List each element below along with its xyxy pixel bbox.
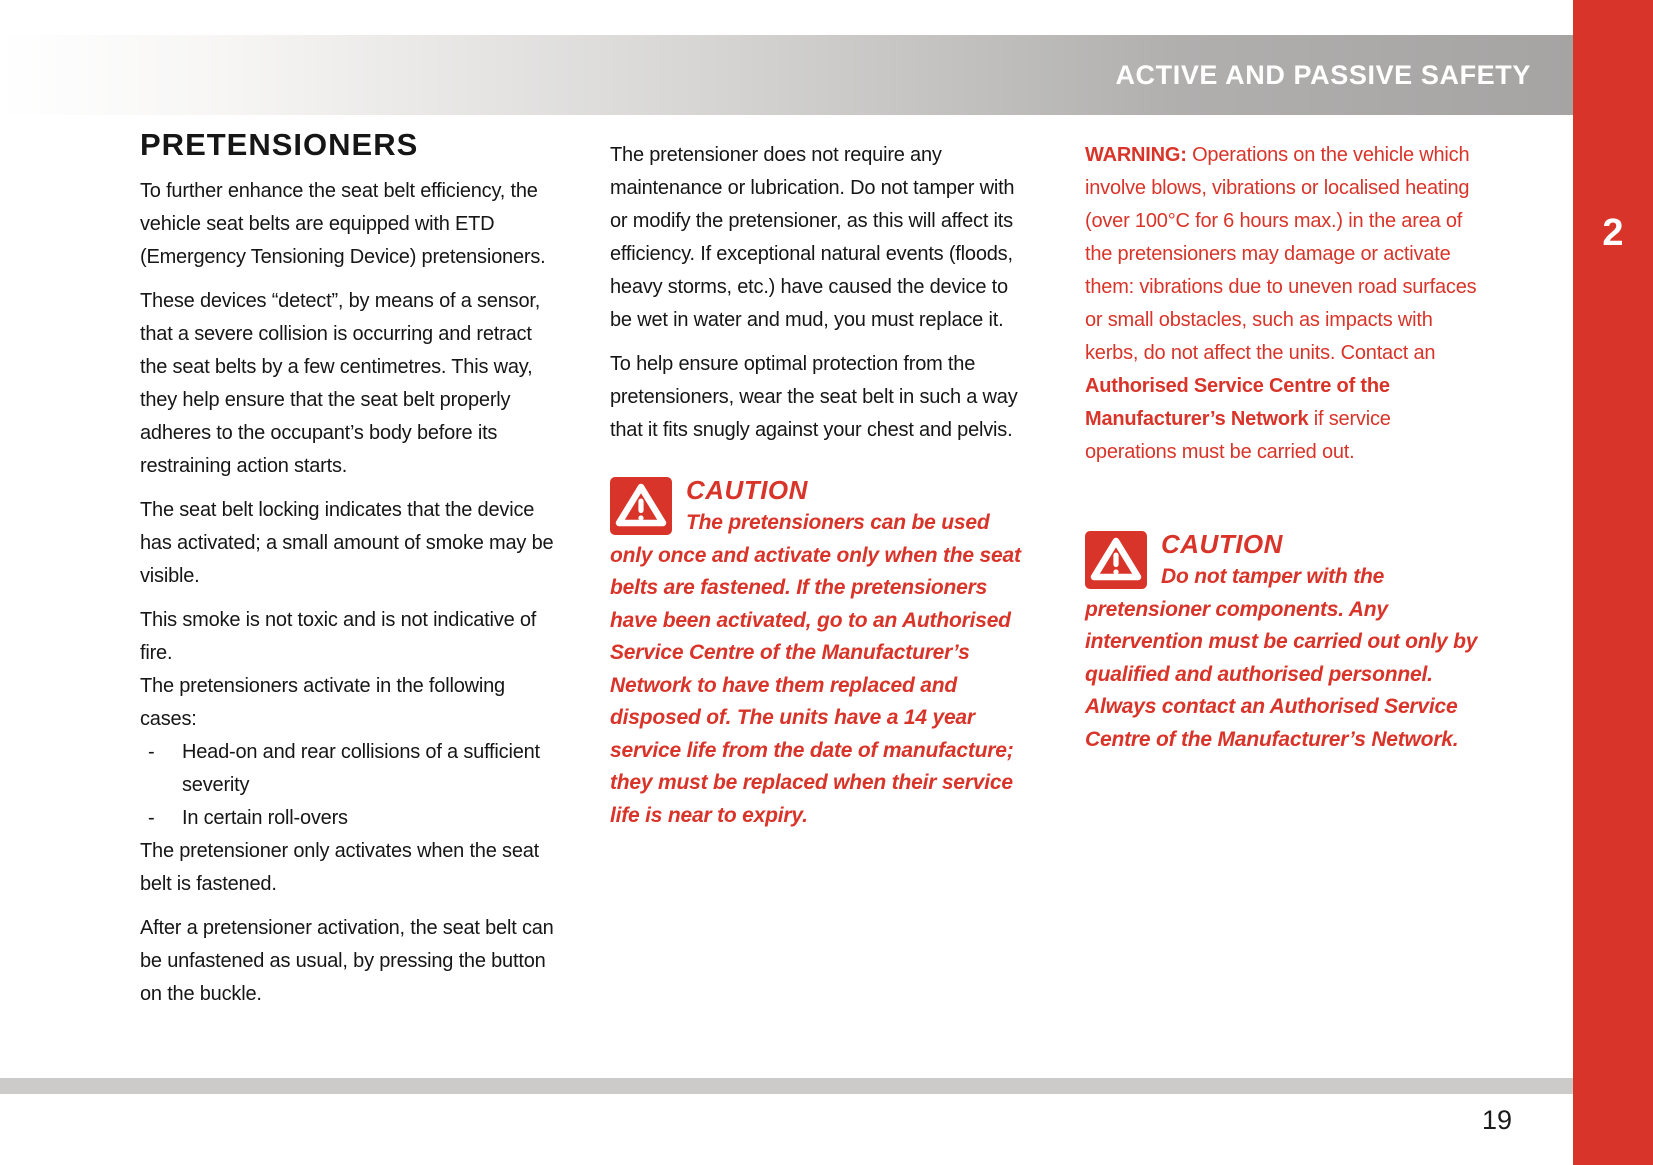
chapter-number: 2 — [1602, 212, 1624, 254]
bullet-marker: - — [148, 741, 155, 763]
warning-text: if service operations must be carried out. — [1085, 408, 1391, 463]
caution-block — [610, 473, 1032, 832]
column-left — [140, 115, 562, 1011]
paragraph: After a pretensioner activation, the seat belt can be unfastened as usual, by pressing the button on the buckle. — [140, 917, 554, 1005]
paragraph: The seat belt locking indicates that the device has activated; a small amount of smoke may be visible. — [140, 499, 554, 587]
paragraph-group — [140, 835, 562, 1011]
warning-text-bold: Authorised Service Centre of the Manufacturer’s Network — [1085, 375, 1390, 430]
caution-title: CAUTION — [1161, 529, 1283, 559]
bullet-marker: - — [148, 807, 155, 829]
paragraph: These devices “detect”, by means of a sensor, that a severe collision is occurring and retract the seat belts by a few centimetres. This way, they help ensure that the seat belt properly adheres to the occupant’s body before its restraining action starts. — [140, 290, 541, 477]
footer-rule — [0, 1078, 1573, 1094]
bullet-list — [140, 736, 562, 835]
caution-title: CAUTION — [686, 475, 808, 505]
bullet-item — [140, 736, 562, 802]
chapter-sidebar — [1573, 0, 1653, 1165]
caution-block — [1085, 527, 1487, 756]
bullet-text: In certain roll-overs — [182, 807, 348, 829]
warning-triangle-icon — [1085, 531, 1147, 589]
paragraph-group — [140, 175, 562, 670]
paragraph: To further enhance the seat belt efficiency, the vehicle seat belts are equipped with ETD (Emergency Tensioning Device) pretensioners. — [140, 180, 546, 268]
paragraph: This smoke is not toxic and is not indicative of fire. — [140, 609, 537, 664]
section-heading: PRETENSIONERS — [140, 127, 419, 162]
paragraph: To help ensure optimal protection from the pretensioners, wear the seat belt in such a way that it fits snugly against your chest and pelvis. — [610, 353, 1018, 441]
bullet-text: Head-on and rear collisions of a sufficient severity — [182, 741, 540, 796]
warning-text: Operations on the vehicle which involve blows, vibrations or localised heating (over 100°C for 6 hours max.) in the area of the pretensioners may damage or activate them: vibrations due to uneven road surfaces or small obstacles, such as impacts with kerbs, do not affect the units. Contact an — [1085, 144, 1477, 364]
paragraph: The pretensioner does not require any maintenance or lubrication. Do not tamper with or modify the pretensioner, as this will affect its efficiency. If exceptional natural events (floods, heavy storms, etc.) have caused the device to be wet in water and mud, you must replace it. — [610, 144, 1015, 331]
caution-body: The pretensioners can be used only once and activate only when the seat belts are fastened. If the pretensioners have been activated, go to an Authorised Service Centre of the Manufacturer’s Network to have them replaced and disposed of. The units have a 14 year service life from the date of manufacture; they must be replaced when their service life is near to expiry. — [610, 511, 1021, 827]
warning-triangle-icon — [610, 477, 672, 535]
column-middle — [610, 115, 1032, 832]
bullet-item — [140, 802, 562, 835]
list-intro: The pretensioners activate in the following cases: — [140, 675, 505, 730]
page-title: ACTIVE AND PASSIVE SAFETY — [1115, 59, 1531, 90]
column-right — [1085, 115, 1487, 756]
paragraph-group — [610, 139, 1032, 447]
header-bar — [0, 35, 1573, 115]
warning-text-bold: WARNING: — [1085, 144, 1193, 166]
caution-body: Do not tamper with the pretensioner components. Any intervention must be carried out only by qualified and authorised personnel. Always contact an Authorised Service Centre of the Manufacturer’s Network. — [1085, 565, 1478, 751]
paragraph: The pretensioner only activates when the seat belt is fastened. — [140, 840, 540, 895]
page-number: 19 — [1481, 1105, 1512, 1135]
warning-paragraph — [1085, 139, 1487, 469]
